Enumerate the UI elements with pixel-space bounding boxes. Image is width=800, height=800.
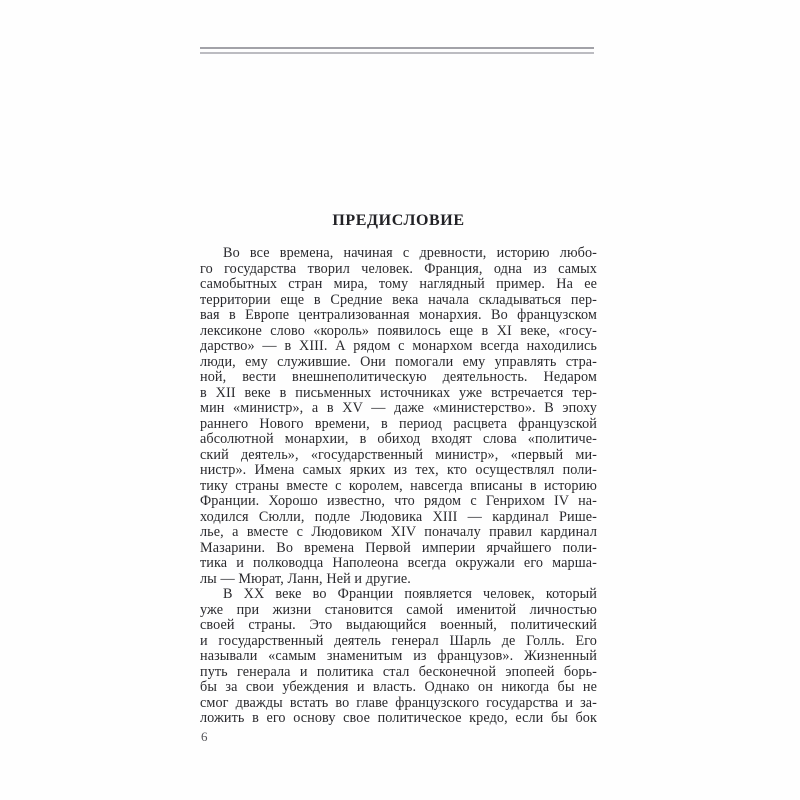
text-line: ходился Сюлли, подле Людовика XIII — кардинал Рише- [200, 509, 597, 525]
text-line: своей страны. Это выдающийся военный, политический [200, 618, 597, 633]
text-line: ложить в его основу свое политическое кредо, если бы бок [200, 711, 597, 726]
page-number: 6 [201, 729, 208, 744]
text-line: дарство» — в XIII. А рядом с монархом всегда находились [200, 339, 597, 354]
text-line: люди, ему служившие. Они помогали ему управлять стра- [200, 354, 597, 370]
text-line: лексиконе слово «король» появилось еще в XI веке, «госу- [200, 323, 597, 339]
text-line: ной, вести внешнеполитическую деятельность. Недаром [200, 370, 597, 385]
text-line: и государственный деятель генерал Шарль де Голль. Его [200, 633, 597, 649]
text-line: смог дважды встать во главе французского государства и за- [200, 695, 597, 711]
body-text [200, 246, 597, 727]
text-line: тика и полководца Наполеона всегда окружали его марша- [200, 556, 597, 571]
text-line: Во все времена, начиная с древности, историю любо- [223, 246, 597, 261]
text-line: самобытных стран мира, тому наглядный пример. На ее [200, 277, 597, 292]
text-line: бы за свои убеждения и власть. Однако он никогда бы не [200, 680, 597, 695]
text-line: лы — Мюрат, Ланн, Ней и другие. [200, 571, 411, 587]
text-line: Франции. Хорошо известно, что рядом с Генрихом IV на- [200, 494, 597, 509]
text-line: путь генерала и политика стал бесконечной эпопеей борь- [200, 664, 597, 680]
text-line: тику страны вместе с королем, навсегда вписаны в историю [200, 478, 597, 494]
text-line: В XX веке во Франции появляется человек, который [223, 587, 597, 602]
text-line: нистр». Имена самых ярких из тех, кто осуществлял поли- [200, 463, 597, 478]
text-line: го государства творил человек. Франция, одна из самых [200, 261, 597, 277]
text-line: уже при жизни становится самой именитой личностью [200, 602, 597, 618]
chapter-title: ПРЕДИСЛОВИЕ [332, 212, 465, 229]
text-line: лье, а вместе с Людовиком XIV поначалу правил кардинал [200, 525, 597, 540]
text-line: абсолютной монархии, в обиход входят слова «политиче- [200, 432, 597, 447]
text-line: вая в Европе централизованная монархия. Во французском [200, 308, 597, 323]
text-line: территории еще в Средние века начала складываться пер- [200, 292, 597, 308]
text-line: ский деятель», «государственный министр», «первый ми- [200, 447, 597, 463]
text-line: называли «самым знаменитым из французов». Жизненный [200, 649, 597, 664]
header-rule [200, 47, 594, 54]
text-line: раннего Нового времени, в период расцвета французской [200, 416, 597, 432]
text-line: в XII веке в письменных источниках уже встречается тер- [200, 385, 597, 401]
text-line: мин «министр», а в XV — даже «министерство». В эпоху [200, 401, 597, 416]
text-line: Мазарини. Во времена Первой империи ярчайшего поли- [200, 540, 597, 556]
